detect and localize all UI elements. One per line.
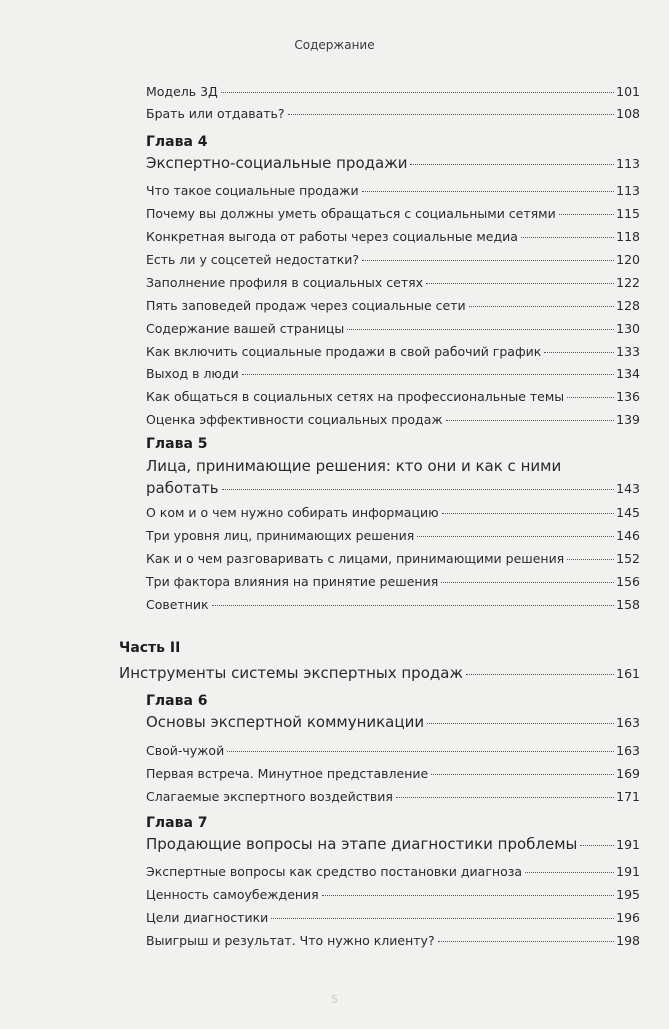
toc-entry-title: Пять заповедей продаж через социальные сети (146, 298, 466, 313)
toc-entry[interactable] (146, 933, 640, 948)
toc-entry[interactable] (146, 574, 640, 589)
leader-dots (544, 352, 614, 353)
leader-dots (227, 751, 614, 752)
toc-entry-page: 169 (616, 766, 640, 781)
toc-entry[interactable] (146, 206, 640, 221)
toc-entry-title: Свой-чужой (146, 743, 225, 758)
leader-dots (521, 237, 614, 238)
leader-dots (466, 674, 614, 675)
toc-entry-page: 163 (616, 743, 640, 758)
toc-chapter-title-line2: работать (146, 479, 219, 497)
chapter-5-label: Глава 5 (146, 436, 208, 452)
chapter-7-title-entry[interactable] (146, 835, 640, 853)
leader-dots (362, 191, 615, 192)
toc-entry-page: 128 (616, 298, 640, 313)
toc-entry[interactable] (146, 910, 640, 925)
leader-dots (410, 164, 614, 165)
toc-entry-page: 171 (616, 789, 640, 804)
toc-entry-page: 113 (616, 156, 640, 171)
toc-entry-title: Оценка эффективности социальных продаж (146, 412, 443, 427)
toc-chapter-title: Основы экспертной коммуникации (146, 713, 425, 731)
toc-entry-title: Модель 3Д (146, 84, 218, 99)
chapter-5-title-entry[interactable] (146, 455, 640, 500)
toc-entry[interactable] (146, 551, 640, 566)
toc-entry[interactable] (146, 321, 640, 336)
toc-entry[interactable] (146, 366, 640, 381)
chapter-6-title-entry[interactable] (146, 713, 640, 731)
toc-entry-title: Что такое социальные продажи (146, 183, 359, 198)
toc-entry-title: Выигрыш и результат. Что нужно клиенту? (146, 933, 435, 948)
chapter-4-label: Глава 4 (146, 134, 208, 150)
toc-entry[interactable] (146, 106, 640, 121)
toc-entry-page: 118 (616, 229, 640, 244)
toc-entry-title: Выход в люди (146, 366, 239, 381)
leader-dots (431, 774, 614, 775)
toc-entry-page: 158 (616, 597, 640, 612)
leader-dots (567, 559, 614, 560)
toc-entry[interactable] (146, 252, 640, 267)
leader-dots (222, 489, 614, 490)
toc-entry-title: Как общаться в социальных сетях на профессиональные темы (146, 389, 565, 404)
leader-dots (446, 420, 615, 421)
toc-entry[interactable] (146, 389, 640, 404)
toc-chapter-title: Продающие вопросы на этапе диагностики проблемы (146, 835, 578, 853)
toc-entry-page: 108 (616, 106, 640, 121)
toc-entry-title: Первая встреча. Минутное представление (146, 766, 429, 781)
leader-dots (427, 723, 614, 724)
leader-dots (362, 260, 614, 261)
toc-entry[interactable] (146, 743, 640, 758)
leader-dots (426, 283, 614, 284)
toc-entry[interactable] (146, 183, 640, 198)
toc-entry-title: Содержание вашей страницы (146, 321, 345, 336)
toc-entry-page: 120 (616, 252, 640, 267)
toc-entry-page: 191 (616, 864, 640, 879)
leader-dots (438, 941, 615, 942)
toc-entry-page: 156 (616, 574, 640, 589)
leader-dots (580, 845, 614, 846)
toc-entry-page: 143 (616, 481, 640, 496)
toc-entry-page: 115 (616, 206, 640, 221)
toc-entry-title: Есть ли у соцсетей недостатки? (146, 252, 360, 267)
toc-entry[interactable] (146, 528, 640, 543)
toc-entry-title: Брать или отдавать? (146, 106, 285, 121)
toc-entry-page: 161 (616, 666, 640, 681)
toc-entry-page: 136 (616, 389, 640, 404)
leader-dots (288, 114, 615, 115)
toc-entry-page: 133 (616, 344, 640, 359)
toc-entry-page: 145 (616, 505, 640, 520)
toc-entry-title: Почему вы должны уметь обращаться с социальными сетями (146, 206, 556, 221)
toc-entry-page: 191 (616, 837, 640, 852)
leader-dots (221, 92, 614, 93)
toc-entry-page: 196 (616, 910, 640, 925)
leader-dots (525, 872, 614, 873)
toc-entry-page: 134 (616, 366, 640, 381)
toc-entry[interactable] (146, 789, 640, 804)
toc-entry-page: 101 (616, 84, 640, 99)
part-2-label: Часть II (119, 640, 181, 656)
chapter-7-label: Глава 7 (146, 815, 208, 831)
toc-entry[interactable] (146, 344, 640, 359)
toc-entry-page: 198 (616, 933, 640, 948)
toc-entry-page: 195 (616, 887, 640, 902)
leader-dots (322, 895, 614, 896)
toc-entry-title: Заполнение профиля в социальных сетях (146, 275, 424, 290)
leader-dots (396, 797, 614, 798)
toc-entry-title: Экспертные вопросы как средство постановки диагноза (146, 864, 523, 879)
toc-entry-page: 113 (616, 183, 640, 198)
toc-part-title: Инструменты системы экспертных продаж (119, 664, 463, 682)
part-2-title-entry[interactable] (119, 664, 640, 682)
leader-dots (417, 536, 614, 537)
toc-entry-title: Как и о чем разговаривать с лицами, принимающими решения (146, 551, 565, 566)
leader-dots (271, 918, 614, 919)
toc-entry[interactable] (146, 412, 640, 427)
toc-entry-title: Цели диагностики (146, 910, 269, 925)
toc-entry[interactable] (146, 597, 640, 612)
toc-entry[interactable] (146, 887, 640, 902)
toc-entry-title: Слагаемые экспертного воздействия (146, 789, 393, 804)
toc-entry-page: 146 (616, 528, 640, 543)
page-header: Содержание (294, 38, 375, 52)
toc-entry-title: О ком и о чем нужно собирать информацию (146, 505, 439, 520)
toc-entry[interactable] (146, 84, 640, 99)
toc-entry[interactable] (146, 766, 640, 781)
toc-entry[interactable] (146, 505, 640, 520)
leader-dots (469, 306, 615, 307)
toc-entry-page: 130 (616, 321, 640, 336)
toc-entry-page: 152 (616, 551, 640, 566)
toc-entry-title: Три уровня лиц, принимающих решения (146, 528, 415, 543)
toc-entry[interactable] (146, 229, 640, 244)
toc-chapter-title-line1: Лица, принимающие решения: кто они и как с ними (146, 457, 562, 475)
leader-dots (441, 582, 614, 583)
toc-entry-title: Ценность самоубеждения (146, 887, 319, 902)
toc-entry-title: Конкретная выгода от работы через социальные медиа (146, 229, 518, 244)
leader-dots (347, 329, 614, 330)
toc-entry-title: Советник (146, 597, 209, 612)
leader-dots (242, 374, 614, 375)
toc-entry[interactable] (146, 298, 640, 313)
leader-dots (212, 605, 615, 606)
toc-entry[interactable] (146, 275, 640, 290)
toc-entry[interactable] (146, 864, 640, 879)
leader-dots (567, 397, 614, 398)
toc-entry-title: Три фактора влияния на принятие решения (146, 574, 439, 589)
chapter-4-title-entry[interactable] (146, 154, 640, 172)
page-number: 5 (331, 993, 338, 1006)
leader-dots (559, 214, 614, 215)
toc-entry-title: Как включить социальные продажи в свой рабочий график (146, 344, 542, 359)
toc-entry-page: 122 (616, 275, 640, 290)
toc-entry-page: 163 (616, 715, 640, 730)
toc-entry-page: 139 (616, 412, 640, 427)
chapter-6-label: Глава 6 (146, 693, 208, 709)
leader-dots (442, 513, 615, 514)
toc-chapter-title: Экспертно-социальные продажи (146, 154, 408, 172)
